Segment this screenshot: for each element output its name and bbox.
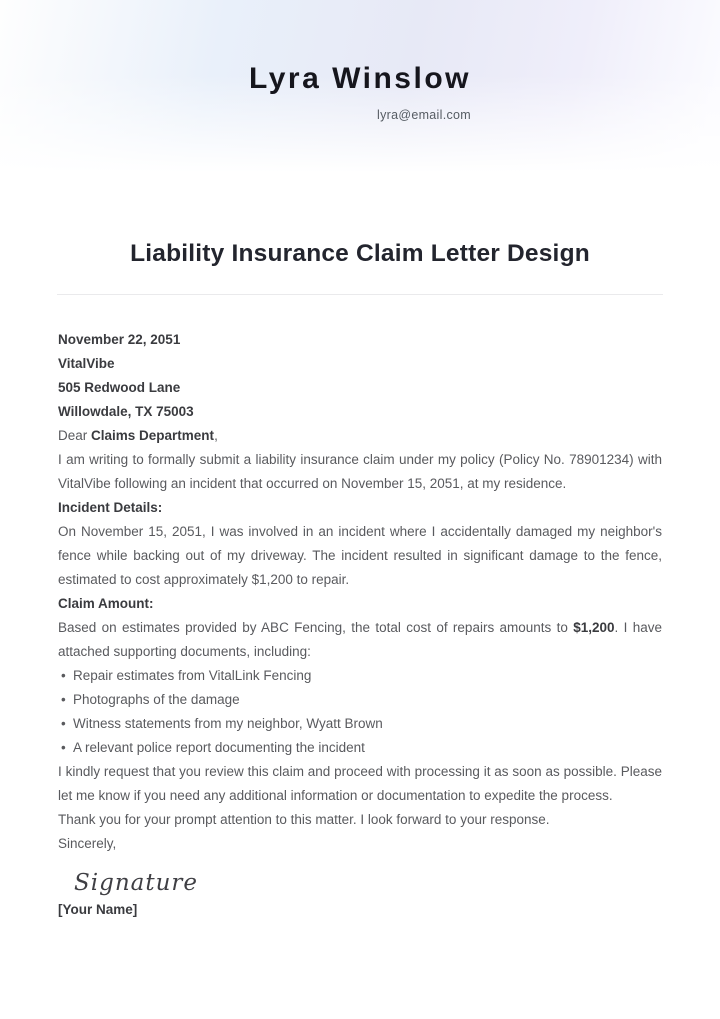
intro-paragraph: I am writing to formally submit a liability insurance claim under my policy (Policy No. 78901234) with VitalVibe following an incident that occurred on November 15, 2051, at my residence.: [58, 452, 662, 491]
sender-name: Lyra Winslow: [249, 62, 471, 95]
thanks-line: Thank you for your prompt attention to this matter. I look forward to your response.: [58, 812, 550, 827]
request-paragraph: I kindly request that you review this claim and proceed with processing it as soon as possible. Please let me know if you need any additional information or documentation to expedite the process.: [58, 764, 662, 803]
recipient-company: VitalVibe: [58, 356, 115, 371]
recipient-address-line2: Willowdale, TX 75003: [58, 404, 194, 419]
letter-date: November 22, 2051: [58, 332, 181, 347]
salutation-recipient: Claims Department: [91, 428, 215, 443]
salutation-line: [58, 424, 662, 448]
title-divider: [57, 294, 663, 295]
attachments-list: [58, 664, 662, 760]
claim-amount-paragraph: [58, 616, 662, 664]
claim-amount-value: $1,200: [573, 620, 615, 635]
page-title: Liability Insurance Claim Letter Design: [130, 240, 590, 267]
list-item: • Witness statements from my neighbor, Wyatt Brown: [58, 712, 662, 736]
letter-header: [0, 0, 720, 178]
your-name-placeholder: [Your Name]: [58, 902, 138, 917]
closing-line: Sincerely,: [58, 836, 117, 851]
incident-details-heading: Incident Details:: [58, 500, 163, 515]
salutation-suffix: ,: [214, 428, 218, 443]
list-item: • A relevant police report documenting the incident: [58, 736, 662, 760]
incident-details-paragraph: On November 15, 2051, I was involved in an incident where I accidentally damaged my neighbor's fence while backing out of my driveway. The incident resulted in significant damage to the fence, estimated to cost approximately $1,200 to repair.: [58, 524, 662, 587]
recipient-address-line1: 505 Redwood Lane: [58, 380, 181, 395]
list-item: • Photographs of the damage: [58, 688, 662, 712]
list-item: • Repair estimates from VitalLink Fencing: [58, 664, 662, 688]
claim-amount-heading: Claim Amount:: [58, 596, 154, 611]
sender-email: lyra@email.com: [377, 108, 471, 122]
sender-contact-row: [0, 108, 720, 122]
letter-body: [58, 328, 662, 922]
salutation-prefix: Dear: [58, 428, 92, 443]
signature-script: Signature: [74, 870, 199, 896]
claim-text-after: . I have attached supporting documents, including:: [58, 620, 662, 659]
claim-text-before: Based on estimates provided by ABC Fencing, the total cost of repairs amounts to: [58, 620, 574, 635]
